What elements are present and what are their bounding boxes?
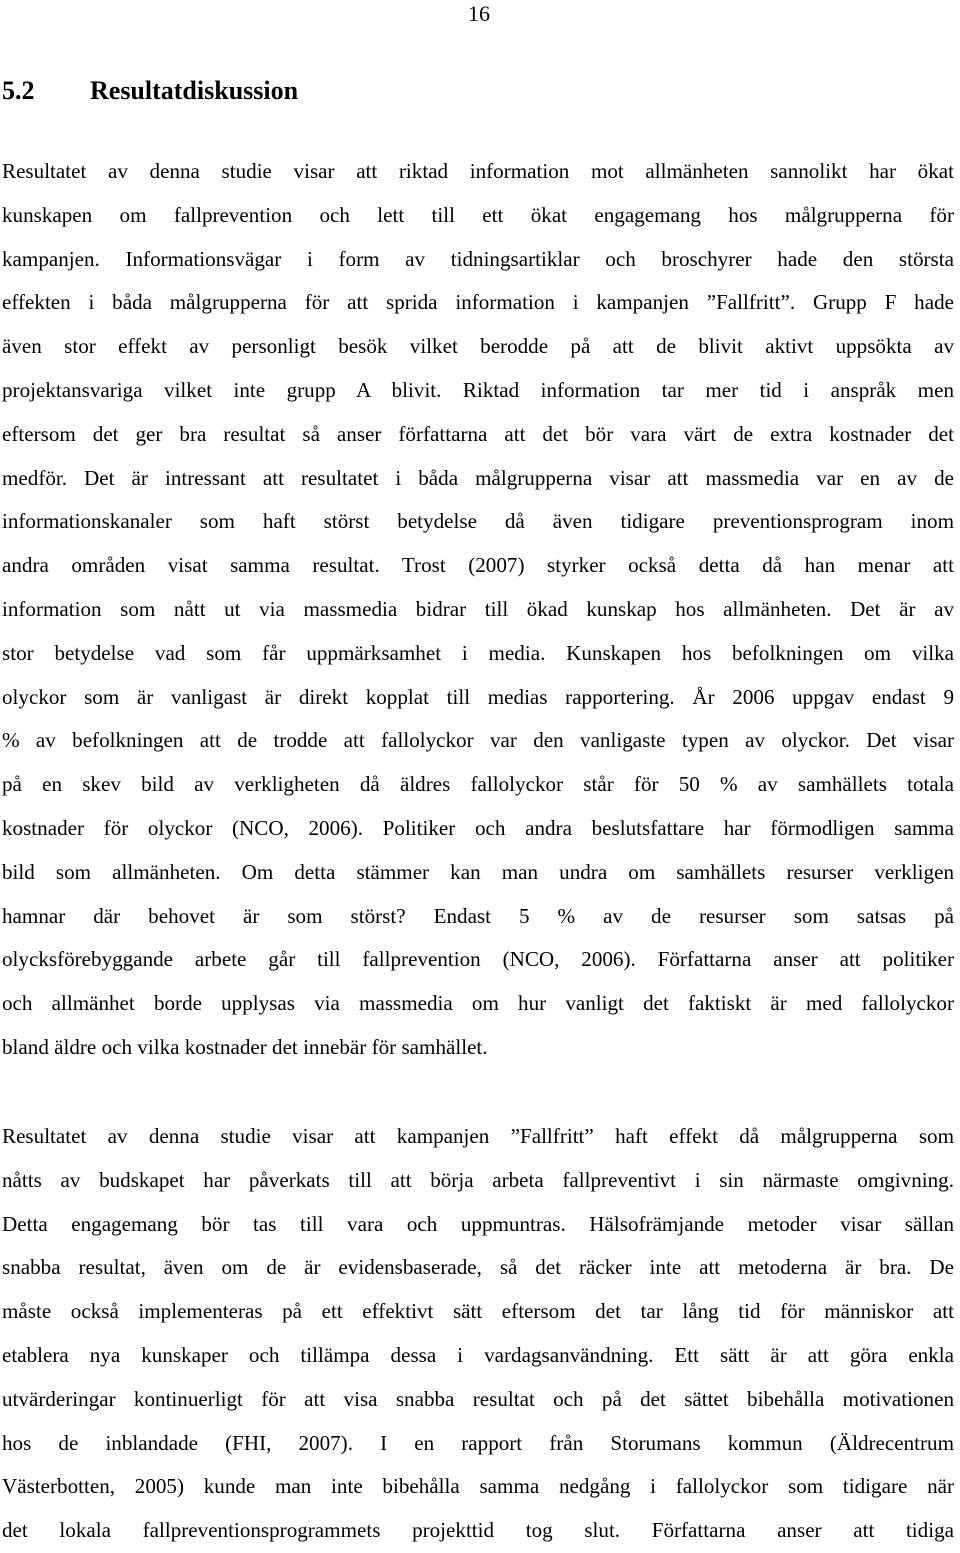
paragraph-1-line: kostnader för olyckor (NCO, 2006). Politiker och andra beslutsfattare har förmodligen samma [2,815,954,840]
paragraph-2-line: det lokala fallpreventionsprogrammets projekttid tog slut. Författarna anser att tidiga [2,1518,954,1543]
paragraph-1-line: effekten i båda målgrupperna för att sprida information i kampanjen ”Fallfritt”. Grupp F hade [2,290,954,315]
paragraph-1-line: informationskanaler som haft störst betydelse då även tidigare preventionsprogram inom [2,509,954,534]
paragraph-2-line: måste också implementeras på ett effektivt sätt eftersom det tar lång tid för människor att [2,1299,954,1324]
paragraph-2-line: nåtts av budskapet har påverkats till att börja arbeta fallpreventivt i sin närmaste omgivning. [2,1167,954,1192]
paragraph-1-line: stor betydelse vad som får uppmärksamhet i media. Kunskapen hos befolkningen om vilka [2,640,954,665]
paragraph-1-line: olyckor som är vanligast är direkt kopplat till medias rapportering. År 2006 uppgav endast 9 [2,684,954,709]
paragraph-1-line: % av befolkningen att de trodde att fallolyckor var den vanligaste typen av olyckor. Det visar [2,728,954,753]
paragraph-1-line: även stor effekt av personligt besök vilket berodde på att de blivit aktivt uppsökta av [2,334,954,359]
paragraph-1-line: eftersom det ger bra resultat så anser författarna att det bör vara värt de extra kostnader det [2,421,954,446]
paragraph-1-line: kampanjen. Informationsvägar i form av tidningsartiklar och broschyrer hade den största [2,246,954,271]
paragraph-1 [2,150,954,1070]
section-number: 5.2 [2,76,35,105]
section-heading [2,74,298,108]
paragraph-1-line: Resultatet av denna studie visar att riktad information mot allmänheten sannolikt har ökat [2,159,954,183]
paragraph-1-line: bland äldre och vilka kostnader det innebär för samhället. [2,1034,488,1059]
paragraph-2-line: utvärderingar kontinuerligt för att visa snabba resultat och på det sättet bibehålla motivationen [2,1386,954,1411]
paragraph-1-line: bild som allmänheten. Om detta stämmer kan man undra om samhällets resurser verkligen [2,859,954,884]
paragraph-1-line: kunskapen om fallprevention och lett till ett ökat engagemang hos målgrupperna för [2,202,954,227]
paragraph-1-line: hamnar där behovet är som störst? Endast 5 % av de resurser som satsas på [2,903,954,928]
paragraph-2 [2,1115,954,1553]
paragraph-2-line: hos de inblandade (FHI, 2007). I en rapport från Storumans kommun (Äldrecentrum [2,1430,954,1455]
paragraph-2-line: etablera nya kunskaper och tillämpa dessa i vardagsanvändning. Ett sätt är att göra enkla [2,1342,954,1367]
paragraph-2-line: Västerbotten, 2005) kunde man inte bibehålla samma nedgång i fallolyckor som tidigare när [2,1474,954,1499]
paragraph-2-line: Detta engagemang bör tas till vara och uppmuntras. Hälsofrämjande metoder visar sällan [2,1211,954,1236]
paragraph-1-line: information som nått ut via massmedia bidrar till ökad kunskap hos allmänheten. Det är av [2,596,954,621]
paragraph-1-line: olycksförebyggande arbete går till fallprevention (NCO, 2006). Författarna anser att politiker [2,947,954,972]
page-number: 16 [468,1,490,26]
paragraph-1-line: på en skev bild av verkligheten då äldres fallolyckor står för 50 % av samhällets totala [2,772,954,797]
paragraph-1-line: medför. Det är intressant att resultatet i båda målgrupperna visar att massmedia var en av de [2,465,954,490]
paragraph-1-line: och allmänhet borde upplysas via massmedia om hur vanligt det faktiskt är med fallolyckor [2,991,954,1016]
section-title: Resultatdiskussion [90,76,299,105]
paragraph-1-line: andra områden visat samma resultat. Trost (2007) styrker också detta då han menar att [2,553,954,578]
paragraph-1-line: projektansvariga vilket inte grupp A blivit. Riktad information tar mer tid i anspråk men [2,377,954,402]
paragraph-2-line: snabba resultat, även om de är evidensbaserade, så det räcker inte att metoderna är bra. De [2,1255,954,1280]
paragraph-2-line: Resultatet av denna studie visar att kampanjen ”Fallfritt” haft effekt då målgrupperna som [2,1124,954,1148]
